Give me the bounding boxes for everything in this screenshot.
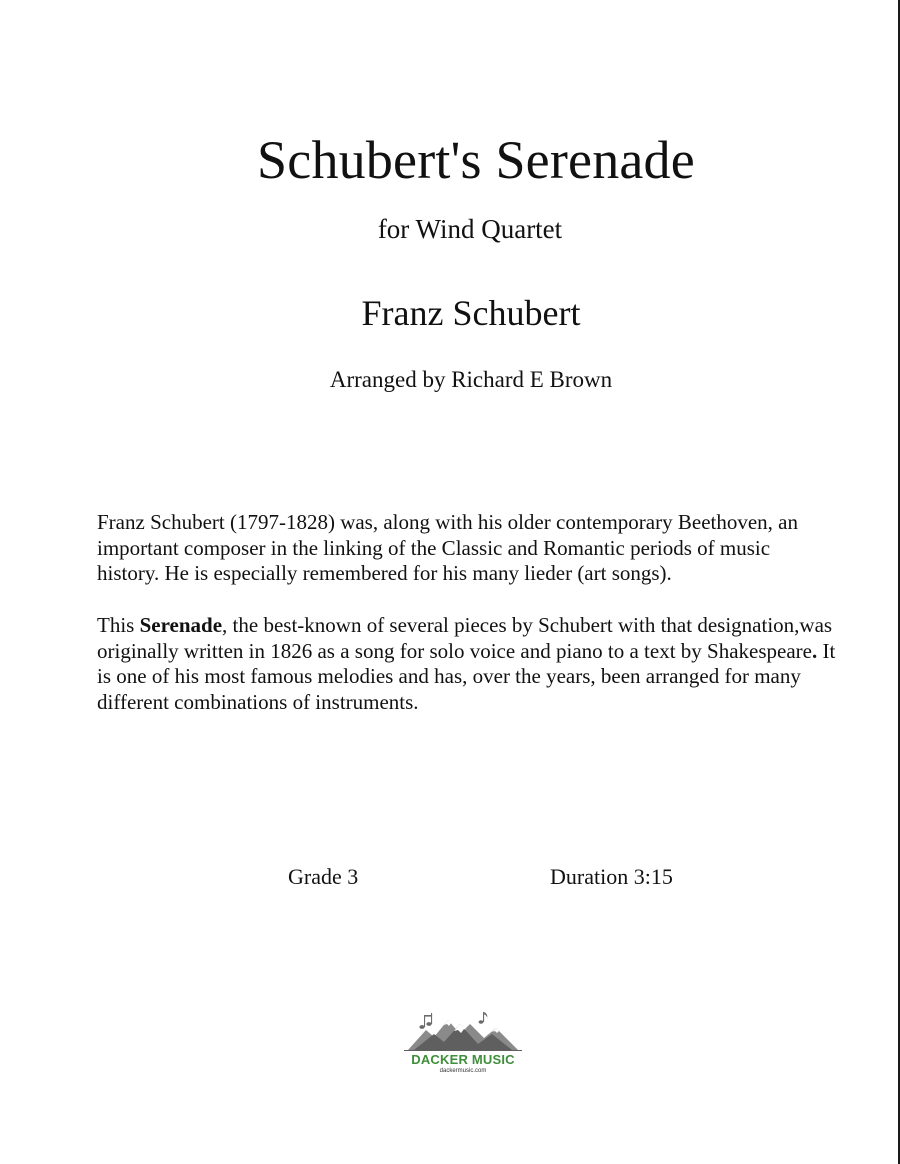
composer-name: Franz Schubert	[361, 293, 581, 333]
serenade-text-end: It is one of his most famous melodies and has, over the years, been arranged for many different combinations of instruments.	[97, 638, 836, 714]
page-title: Schubert's Serenade	[257, 130, 695, 190]
grade-label: Grade 3	[288, 864, 359, 889]
logo-name: DACKER MUSIC	[411, 1052, 515, 1067]
intro-paragraph: Franz Schubert (1797-1828) was, along with his older contemporary Beethoven, an important composer in the linking of the Classic and Romantic periods of music history. He is especially remembered for his many lieder (art songs).	[97, 510, 798, 585]
arranger-credit: Arranged by Richard E Brown	[329, 367, 613, 392]
mountain-music-notes-icon	[400, 1010, 526, 1052]
serenade-bold-word: Serenade	[139, 613, 223, 637]
serenade-text-start: This	[97, 613, 140, 637]
publisher-logo	[400, 1010, 526, 1080]
serenade-text-middle: , the best-known of several pieces by Schubert with that designation,was originally written in 1826 as a song for solo voice and piano to a text by Shakespeare	[97, 613, 833, 663]
logo-url: dackermusic.com	[439, 1068, 487, 1074]
serenade-bold-period: .	[812, 638, 818, 663]
page-subtitle: for Wind Quartet	[377, 214, 563, 244]
serenade-paragraph	[97, 613, 837, 715]
duration-label: Duration 3:15	[550, 864, 673, 889]
